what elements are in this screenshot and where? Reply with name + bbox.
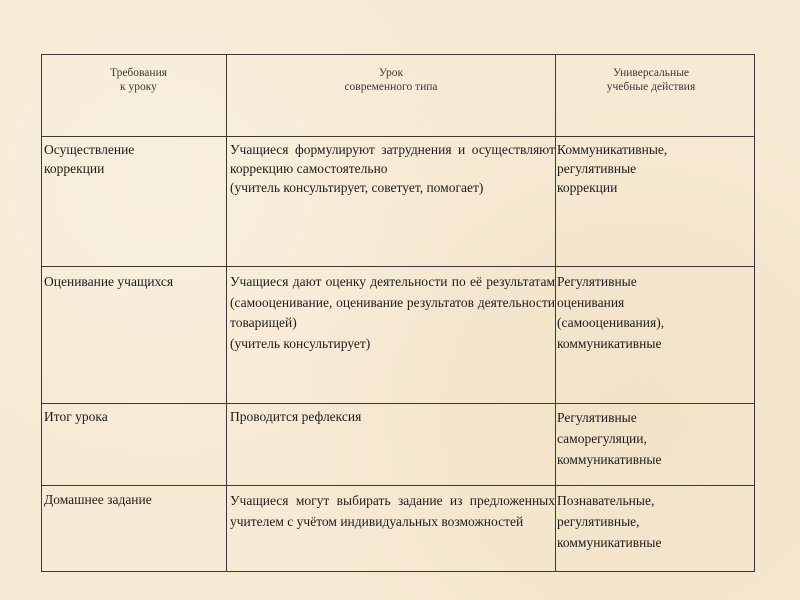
row-divider xyxy=(41,403,755,404)
requirement-text: Итог урока xyxy=(44,409,108,424)
table-row-requirement xyxy=(44,490,222,509)
row-divider xyxy=(41,485,755,486)
actions-text: Регулятивные оценивания (самооценивания), коммуникативные xyxy=(557,274,665,351)
table-row-lesson xyxy=(230,140,555,197)
lesson-note: (учитель консультирует, советует, помогает) xyxy=(230,180,484,195)
table-row-actions xyxy=(557,272,747,354)
row-divider xyxy=(41,136,755,137)
table-row-actions xyxy=(557,140,747,197)
table-row-requirement xyxy=(44,140,222,178)
actions-text: Познавательные, регулятивные, коммуникативные xyxy=(557,493,662,550)
lesson-text: Учащиеся могут выбирать задание из предложенных учителем с учётом индивидуальных возможностей xyxy=(230,493,555,529)
table-row-requirement xyxy=(44,407,222,426)
table-row-actions xyxy=(557,490,747,553)
table-row-lesson xyxy=(230,407,555,426)
requirement-text: Оценивание учащихся xyxy=(44,274,174,289)
actions-text: Коммуникативные, регулятивные коррекции xyxy=(557,142,668,195)
header-requirements: Требования к уроку xyxy=(109,67,168,93)
lesson-text: Учащиеся дают оценку деятельности по её результатам (самооценивание, оценивание результатов деятельности товарищей) xyxy=(230,274,555,330)
header-modern-lesson: Урок современного типа xyxy=(344,67,438,93)
actions-text: Регулятивные саморегуляции, коммуникативные xyxy=(557,410,662,467)
lesson-text: Проводится рефлексия xyxy=(230,409,362,424)
row-divider xyxy=(41,266,755,267)
lesson-note: (учитель консультирует) xyxy=(230,335,371,351)
lesson-text: Учащиеся формулируют затруднения и осуществляют коррекцию самостоятельно xyxy=(230,142,555,176)
table-row-lesson xyxy=(230,490,555,532)
requirement-text: Осуществление коррекции xyxy=(44,142,135,176)
table-row-lesson xyxy=(230,272,555,354)
table-row-requirement xyxy=(44,272,222,291)
column-divider xyxy=(226,54,227,572)
table-row-actions xyxy=(557,407,747,470)
requirement-text: Домашнее задание xyxy=(44,492,152,507)
column-divider xyxy=(555,54,556,572)
header-learning-actions: Универсальные учебные действия xyxy=(606,67,696,93)
lesson-requirements-table xyxy=(41,54,755,572)
